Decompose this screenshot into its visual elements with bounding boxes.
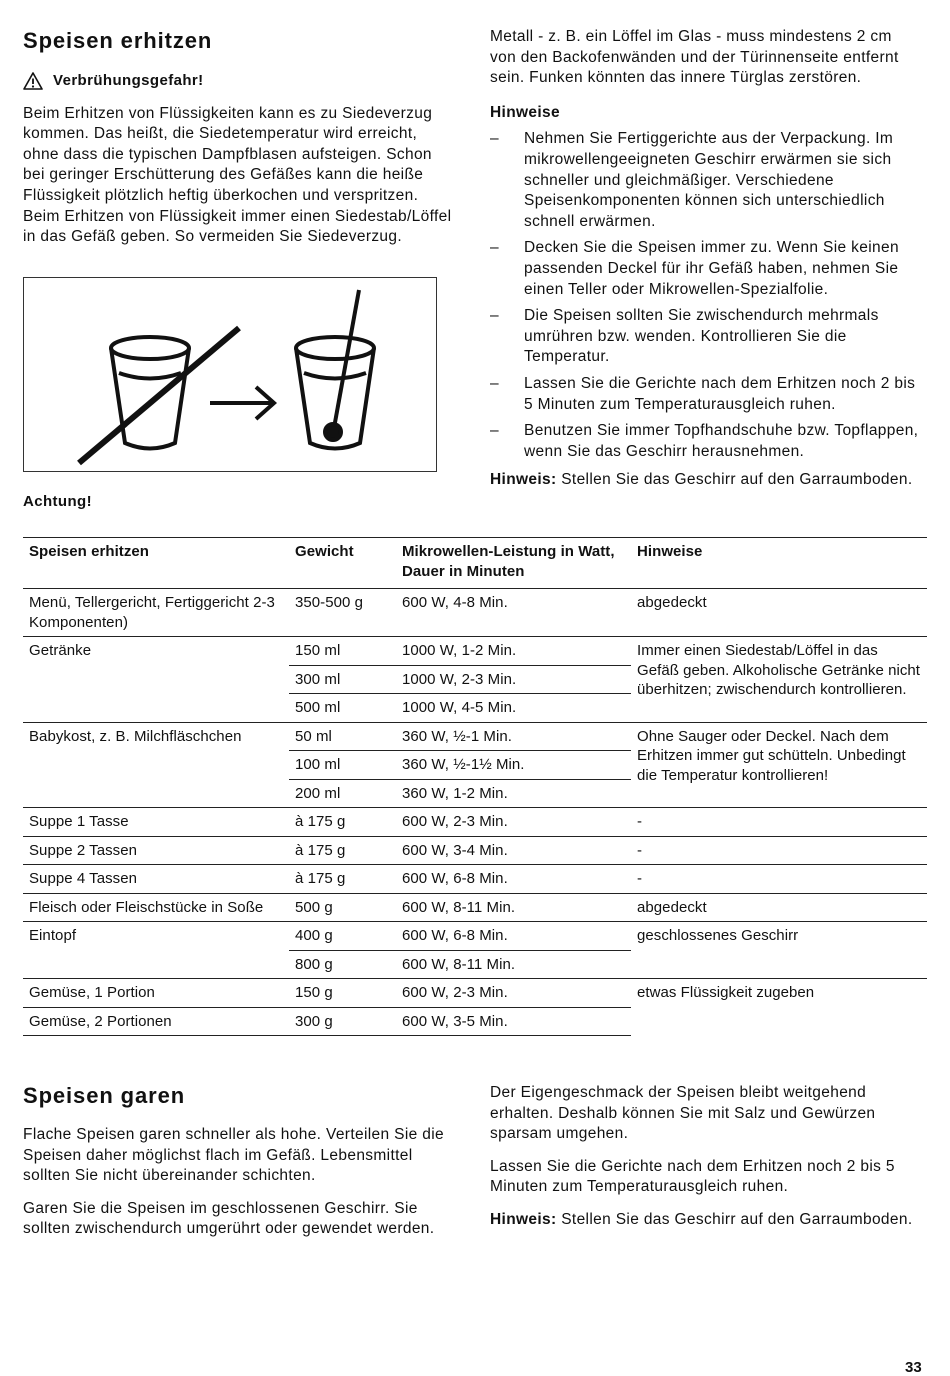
glass-spoon-illustration: [24, 278, 436, 471]
cell-weight: 500 g: [289, 893, 396, 922]
hint-text: Stellen Sie das Geschirr auf den Garraumboden.: [561, 471, 913, 489]
cell-power: 600 W, 8-11 Min.: [396, 950, 631, 979]
cell-weight: 800 g: [289, 950, 396, 979]
page-number: 33: [905, 1359, 922, 1376]
cell-note: geschlossenes Geschirr: [631, 922, 927, 979]
cook-section-right: [490, 1083, 922, 1231]
header-notes: Hinweise: [631, 538, 927, 589]
dash-bullet: –: [490, 130, 499, 148]
cell-weight: 300 g: [289, 1007, 396, 1036]
heat-paragraph: Beim Erhitzen von Flüssigkeiten kann es zu Siedeverzug kommen. Das heißt, die Siedetemperatur wird erreicht, ohne dass die typischen Dampfblasen aufsteigen. Schon bei geringer Erschütterung des Gefäßes kann die heiße Flüssigkeit plötzlich heftig überkochen und verspritzen. Beim Erhitzen von Flüssigkeit immer einen Siedestab/Löffel in das Gefäß geben. So vermeiden Sie Siedeverzug.: [23, 104, 452, 246]
heat-title: Speisen erhitzen: [23, 28, 213, 53]
table-row: [23, 836, 927, 865]
cook-paragraph: Der Eigengeschmack der Speisen bleibt weitgehend erhalten. Deshalb können Sie mit Salz und Gewürzen sparsam umgehen.: [490, 1084, 876, 1143]
cook-title: Speisen garen: [23, 1083, 186, 1108]
cell-food: Suppe 2 Tassen: [23, 836, 289, 865]
hint-label: Hinweis:: [490, 471, 557, 489]
cell-note: -: [631, 836, 927, 865]
cell-power: 600 W, 6-8 Min.: [396, 922, 631, 951]
cell-food: Fleisch oder Fleischstücke in Soße: [23, 893, 289, 922]
cell-food: Menü, Tellergericht, Fertiggericht 2-3 Komponenten): [23, 589, 289, 637]
cell-food: Gemüse, 1 Portion: [23, 979, 289, 1008]
cell-weight: 200 ml: [289, 779, 396, 808]
cell-food: Gemüse, 2 Portionen: [23, 1007, 289, 1036]
cell-power: 360 W, ½-1½ Min.: [396, 751, 631, 780]
dash-bullet: –: [490, 307, 499, 325]
dash-bullet: –: [490, 239, 499, 257]
header-weight: Gewicht: [289, 538, 396, 589]
arrow-right-icon: [210, 387, 274, 419]
warning-text: Verbrühungsgefahr!: [53, 72, 204, 89]
table-row: [23, 637, 927, 666]
hint-label: Hinweis:: [490, 1210, 557, 1228]
cell-note: Ohne Sauger oder Deckel. Nach dem Erhitzen immer gut schütteln. Unbedingt die Temperatur kontrollieren!: [631, 722, 927, 808]
header-food: Speisen erhitzen: [23, 538, 289, 589]
table-row: [23, 922, 927, 951]
note-item: – Die Speisen sollten Sie zwischendurch mehrmals umrühren bzw. wenden. Kontrollieren Sie die Temperatur.: [490, 307, 879, 366]
cell-weight: 150 ml: [289, 637, 396, 666]
cell-power: 1000 W, 2-3 Min.: [396, 665, 631, 694]
caution-label: Achtung!: [23, 493, 93, 510]
cell-weight: 500 ml: [289, 694, 396, 723]
heating-table: [23, 537, 927, 1036]
cook-paragraph: Lassen Sie die Gerichte nach dem Erhitzen noch 2 bis 5 Minuten zum Temperaturausgleich ruhen.: [490, 1157, 895, 1196]
note-item: – Decken Sie die Speisen immer zu. Wenn Sie keinen passenden Deckel für ihr Gefäß haben, nehmen Sie einen Teller oder Mikrowellen-Spezialfolie.: [490, 239, 899, 298]
table-row: [23, 893, 927, 922]
cell-weight: 50 ml: [289, 722, 396, 751]
cell-power: 1000 W, 4-5 Min.: [396, 694, 631, 723]
hint-text: Stellen Sie das Geschirr auf den Garraumboden.: [561, 1210, 913, 1228]
cell-power: 600 W, 6-8 Min.: [396, 865, 631, 894]
cell-weight: 100 ml: [289, 751, 396, 780]
table-row: [23, 865, 927, 894]
cell-note: abgedeckt: [631, 589, 927, 637]
note-item: – Benutzen Sie immer Topfhandschuhe bzw. Topflappen, wenn Sie das Geschirr herausnehmen.: [490, 422, 919, 460]
cell-food: Getränke: [23, 637, 289, 723]
cell-note: abgedeckt: [631, 893, 927, 922]
warning-line: [23, 71, 455, 92]
prohibition-strike-icon: [79, 328, 239, 463]
notes-list: [490, 129, 922, 462]
cell-power: 600 W, 2-3 Min.: [396, 979, 631, 1008]
cell-food: Babykost, z. B. Milchfläschchen: [23, 722, 289, 808]
cell-power: 600 W, 8-11 Min.: [396, 893, 631, 922]
cell-power: 600 W, 4-8 Min.: [396, 589, 631, 637]
cell-food: Suppe 1 Tasse: [23, 808, 289, 837]
cell-power: 600 W, 3-4 Min.: [396, 836, 631, 865]
cook-hint: [490, 1210, 922, 1231]
cell-power: 1000 W, 1-2 Min.: [396, 637, 631, 666]
boiling-illustration: [23, 277, 437, 472]
cell-power: 360 W, ½-1 Min.: [396, 722, 631, 751]
cell-weight: 300 ml: [289, 665, 396, 694]
note-item: – Lassen Sie die Gerichte nach dem Erhitzen noch 2 bis 5 Minuten zum Temperaturausgleich ruhen.: [490, 374, 916, 413]
heat-section-right: [490, 27, 922, 491]
cell-weight: 400 g: [289, 922, 396, 951]
glass-with-spoon-icon: [296, 290, 374, 449]
note-item: – Nehmen Sie Fertiggerichte aus der Verpackung. Im mikrowellengeeigneten Geschirr erwärmen sie sich schneller und gleichmäßiger. Verschiedene Speisenkomponenten können sich unterschiedlich schnell erwärmen.: [490, 130, 894, 230]
table-row: [23, 589, 927, 637]
cell-weight: à 175 g: [289, 808, 396, 837]
table-row: [23, 808, 927, 837]
cell-power: 360 W, 1-2 Min.: [396, 779, 631, 808]
table-header-row: [23, 538, 927, 589]
cell-note: -: [631, 865, 927, 894]
heat-section-left: [23, 28, 455, 248]
cell-food: Eintopf: [23, 922, 289, 979]
cell-food: Suppe 4 Tassen: [23, 865, 289, 894]
cell-weight: 350-500 g: [289, 589, 396, 637]
cell-weight: à 175 g: [289, 865, 396, 894]
header-power: Mikrowellen-Leistung in Watt, Dauer in Minuten: [396, 538, 631, 589]
glass-without-spoon-icon: [111, 337, 189, 449]
cell-weight: à 175 g: [289, 836, 396, 865]
cell-note: etwas Flüssigkeit zugeben: [631, 979, 927, 1036]
warning-triangle-icon: [23, 72, 43, 90]
dash-bullet: –: [490, 374, 499, 392]
table-row: [23, 979, 927, 1008]
heat-hint: [490, 470, 922, 491]
table-row: [23, 722, 927, 751]
dash-bullet: –: [490, 422, 499, 440]
cell-power: 600 W, 2-3 Min.: [396, 808, 631, 837]
cook-section-left: [23, 1083, 455, 1240]
cell-note: -: [631, 808, 927, 837]
cell-weight: 150 g: [289, 979, 396, 1008]
cell-note: Immer einen Siedestab/Löffel in das Gefäß geben. Alkoholische Getränke nicht überhitzen; zwischendurch kontrollieren.: [631, 637, 927, 723]
caution-text: Metall - z. B. ein Löffel im Glas - muss mindestens 2 cm von den Backofenwänden und der Türinnenseite entfernt sein. Funken könnten das innere Türglas zerstören.: [490, 28, 899, 87]
cook-paragraph: Flache Speisen garen schneller als hohe. Verteilen Sie die Speisen daher möglichst flach im Gefäß. Lebensmittel sollten Sie nicht übereinander schichten.: [23, 1126, 444, 1185]
cell-power: 600 W, 3-5 Min.: [396, 1007, 631, 1036]
cook-paragraph: Garen Sie die Speisen im geschlossenen Geschirr. Sie sollten zwischendurch umgerührt oder gewendet werden.: [23, 1199, 435, 1238]
notes-title: Hinweise: [490, 103, 560, 121]
